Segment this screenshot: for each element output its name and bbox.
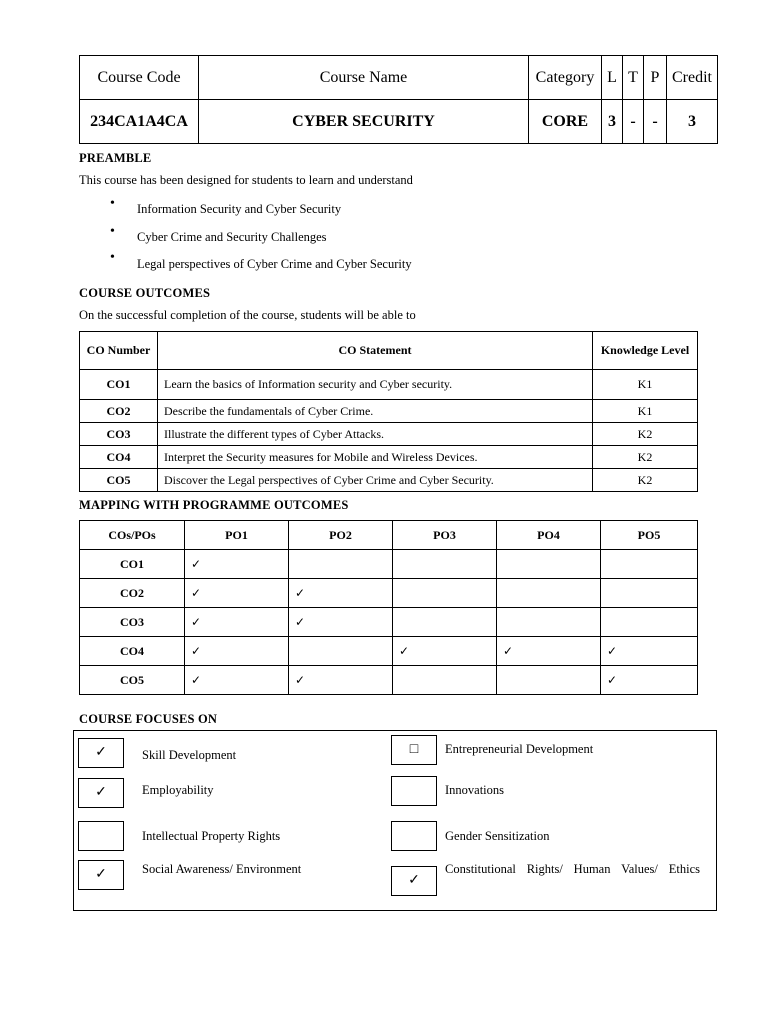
mapping-cell: [497, 579, 601, 608]
mapping-cell: [289, 637, 393, 666]
po-header: PO2: [289, 521, 393, 550]
mapping-co: CO4: [80, 637, 185, 666]
check-icon: ✓: [185, 666, 289, 695]
mapping-cell: [601, 550, 698, 579]
check-icon: ✓: [289, 608, 393, 637]
co-statement: Interpret the Security measures for Mobile and Wireless Devices.: [158, 446, 593, 469]
co-statement: Discover the Legal perspectives of Cyber Crime and Cyber Security.: [158, 469, 593, 492]
mapping-cell: [393, 579, 497, 608]
po-mapping-table: [79, 520, 698, 695]
mapping-cell: [497, 666, 601, 695]
course-category: CORE: [529, 100, 602, 144]
co-number: CO2: [80, 400, 158, 423]
mapping-co: CO5: [80, 666, 185, 695]
co-statement: Illustrate the different types of Cyber Attacks.: [158, 423, 593, 446]
constitutional-rights-checkbox[interactable]: ✓: [391, 866, 437, 896]
outcomes-title: COURSE OUTCOMES: [79, 286, 211, 300]
focus-title: COURSE FOCUSES ON: [79, 712, 218, 726]
check-icon: ✓: [185, 608, 289, 637]
lecture-hours: 3: [602, 100, 623, 144]
gender-sensitization-label: Gender Sensitization: [445, 829, 550, 843]
knowledge-level: K1: [593, 400, 698, 423]
course-code: 234CA1A4CA: [80, 100, 199, 144]
cos-pos-header: COs/POs: [80, 521, 185, 550]
check-icon: ✓: [497, 637, 601, 666]
bullet-icon: •: [110, 250, 115, 265]
mapping-cell: [393, 608, 497, 637]
check-icon: ✓: [185, 550, 289, 579]
co-number: CO4: [80, 446, 158, 469]
mapping-cell: [393, 550, 497, 579]
knowledge-level: K2: [593, 469, 698, 492]
credits: 3: [667, 100, 718, 144]
po-header: PO4: [497, 521, 601, 550]
employability-label: Employability: [142, 783, 214, 797]
practical-hours: -: [644, 100, 667, 144]
social-awareness-label: Social Awareness/ Environment: [142, 862, 302, 876]
mapping-cell: [289, 550, 393, 579]
mapping-cell: [497, 608, 601, 637]
co-statement-header: CO Statement: [158, 332, 593, 370]
co-number: CO5: [80, 469, 158, 492]
mapping-co: CO1: [80, 550, 185, 579]
check-icon: ✓: [185, 637, 289, 666]
check-icon: ✓: [289, 666, 393, 695]
constitutional-rights-label: Constitutional Rights/ Human Values/ Ethics: [445, 862, 700, 876]
l-header: L: [602, 56, 623, 100]
preamble-bullet: Information Security and Cyber Security: [137, 202, 342, 216]
p-header: P: [644, 56, 667, 100]
po-header: PO5: [601, 521, 698, 550]
course-name: CYBER SECURITY: [199, 100, 529, 144]
mapping-co: CO2: [80, 579, 185, 608]
skill-development-label: Skill Development: [142, 748, 237, 762]
mapping-cell: [393, 666, 497, 695]
preamble-bullet: Legal perspectives of Cyber Crime and Cyber Security: [137, 257, 412, 271]
po-header: PO3: [393, 521, 497, 550]
check-icon: ✓: [601, 637, 698, 666]
po-header: PO1: [185, 521, 289, 550]
category-header: Category: [529, 56, 602, 100]
mapping-co: CO3: [80, 608, 185, 637]
credit-header: Credit: [667, 56, 718, 100]
knowledge-level: K1: [593, 370, 698, 400]
preamble-intro: This course has been designed for students to learn and understand: [79, 173, 413, 187]
course-name-header: Course Name: [199, 56, 529, 100]
entrepreneurial-checkbox[interactable]: □: [391, 735, 437, 765]
check-icon: ✓: [289, 579, 393, 608]
knowledge-level: K2: [593, 446, 698, 469]
knowledge-level: K2: [593, 423, 698, 446]
gender-sensitization-checkbox[interactable]: [391, 821, 437, 851]
t-header: T: [623, 56, 644, 100]
check-icon: ✓: [393, 637, 497, 666]
co-statement: Learn the basics of Information security and Cyber security.: [158, 370, 593, 400]
course-outcomes-table: [79, 331, 698, 492]
skill-development-checkbox[interactable]: ✓: [78, 738, 124, 768]
course-header-table: [79, 55, 718, 144]
preamble-title: PREAMBLE: [79, 151, 152, 165]
employability-checkbox[interactable]: ✓: [78, 778, 124, 808]
ipr-label: Intellectual Property Rights: [142, 829, 281, 843]
check-icon: ✓: [601, 666, 698, 695]
outcomes-intro: On the successful completion of the course, students will be able to: [79, 308, 416, 322]
co-number: CO3: [80, 423, 158, 446]
bullet-icon: •: [110, 196, 115, 211]
mapping-title: MAPPING WITH PROGRAMME OUTCOMES: [79, 498, 349, 512]
check-icon: ✓: [185, 579, 289, 608]
co-number-header: CO Number: [80, 332, 158, 370]
innovations-checkbox[interactable]: [391, 776, 437, 806]
entrepreneurial-label: Entrepreneurial Development: [445, 742, 594, 756]
co-number: CO1: [80, 370, 158, 400]
preamble-bullet: Cyber Crime and Security Challenges: [137, 230, 327, 244]
innovations-label: Innovations: [445, 783, 505, 797]
knowledge-level-header: Knowledge Level: [593, 332, 698, 370]
co-statement: Describe the fundamentals of Cyber Crime.: [158, 400, 593, 423]
bullet-icon: •: [110, 224, 115, 239]
course-focus-box: [73, 730, 717, 911]
mapping-cell: [497, 550, 601, 579]
course-code-header: Course Code: [80, 56, 199, 100]
mapping-cell: [601, 608, 698, 637]
mapping-cell: [601, 579, 698, 608]
ipr-checkbox[interactable]: [78, 821, 124, 851]
tutorial-hours: -: [623, 100, 644, 144]
social-awareness-checkbox[interactable]: ✓: [78, 860, 124, 890]
